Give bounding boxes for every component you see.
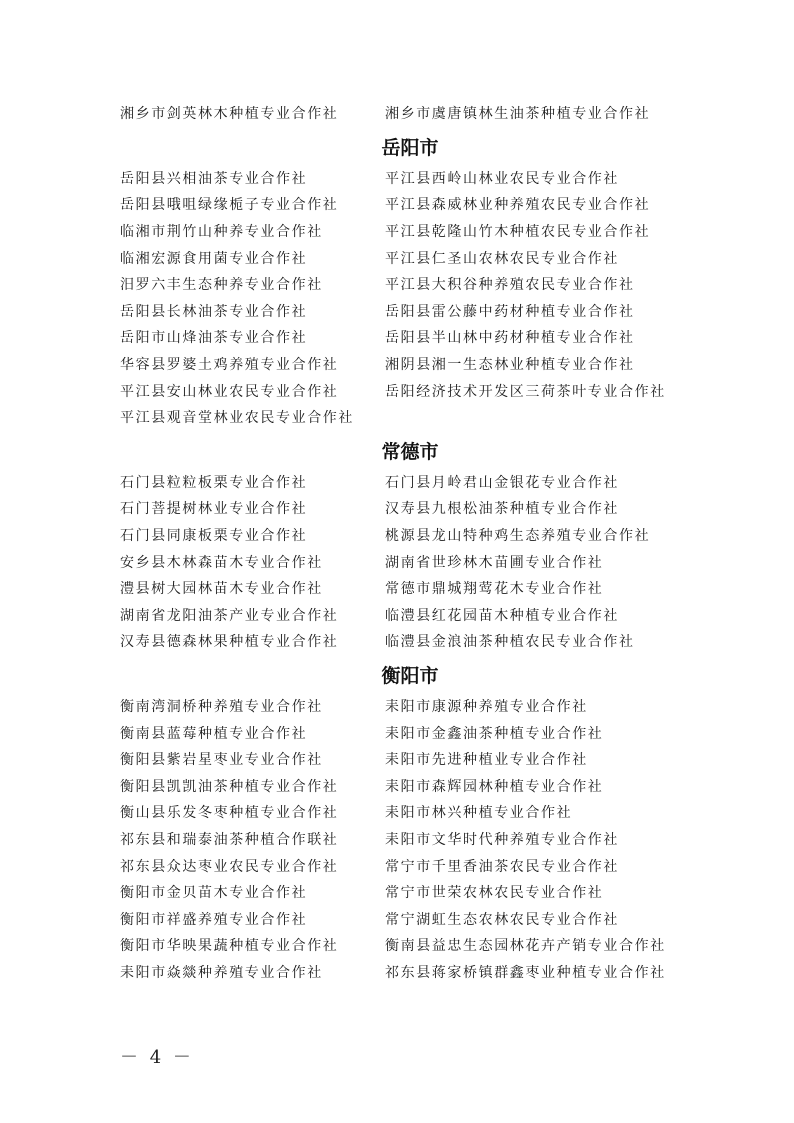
- list-row: [120, 746, 700, 773]
- list-row: [120, 826, 700, 853]
- cooperative-name-right: 岳阳县半山林中药材种植专业合作社: [385, 330, 635, 347]
- cooperative-name-left: 祁东县和瑞泰油茶种植合作联社: [120, 831, 339, 848]
- list-row: [120, 351, 700, 378]
- cooperative-name-right: 桃源县龙山特种鸡生态养殖专业合作社: [385, 528, 651, 545]
- intro-section: [120, 100, 700, 127]
- cooperative-name-left: 岳阳县长林油茶专业合作社: [120, 303, 308, 320]
- cooperative-name-left: 衡阳县紫岩星枣业专业合作社: [120, 752, 323, 769]
- cooperative-name-left: 石门县粒粒板栗专业合作社: [120, 474, 308, 491]
- cooperative-name-left: 汨罗六丰生态种养专业合作社: [120, 277, 323, 294]
- list-row: [120, 469, 700, 496]
- list-row: [120, 191, 700, 218]
- cooperative-name-right: 耒阳市林兴种植专业合作社: [385, 805, 573, 822]
- cooperative-name-right: 汉寿县九根松油茶种植专业合作社: [385, 501, 619, 518]
- cooperative-name-left: 岳阳县兴相油茶专业合作社: [120, 170, 308, 187]
- city-section: [120, 131, 700, 431]
- cooperative-name-left: 衡南湾洞桥种养殖专业合作社: [120, 698, 323, 715]
- cooperative-name-right: 耒阳市森辉园林种植专业合作社: [385, 778, 604, 795]
- city-heading: 岳阳市: [381, 136, 439, 159]
- list-row: [120, 693, 700, 720]
- list-row: [120, 799, 700, 826]
- cooperative-name-right: 常宁市世荣农林农民专业合作社: [385, 885, 604, 902]
- cooperative-name-left: 湖南省龙阳油茶产业专业合作社: [120, 607, 339, 624]
- list-row: [120, 932, 700, 959]
- list-row: [120, 495, 700, 522]
- list-row: [120, 575, 700, 602]
- list-row: [120, 959, 700, 986]
- list-row: [120, 772, 700, 799]
- cooperative-name-right: 耒阳市文华时代种养殖专业合作社: [385, 831, 619, 848]
- list-row: [120, 100, 700, 127]
- list-row: [120, 324, 700, 351]
- cooperative-name-left: 华容县罗婆土鸡养殖专业合作社: [120, 357, 339, 374]
- list-row: [120, 548, 700, 575]
- cooperative-name-right: 石门县月岭君山金银花专业合作社: [385, 474, 619, 491]
- list-row: [120, 852, 700, 879]
- cooperative-name-right: 耒阳市金鑫油茶种植专业合作社: [385, 725, 604, 742]
- cooperative-name-left: 衡阳市祥盛养殖专业合作社: [120, 911, 308, 928]
- cooperative-name-left: 安乡县木林森苗木专业合作社: [120, 554, 323, 571]
- city-section: [120, 659, 700, 986]
- cooperative-name-left: 平江县安山林业农民专业合作社: [120, 383, 339, 400]
- cooperative-name-right: 平江县西岭山林业农民专业合作社: [385, 170, 619, 187]
- cooperative-name-right: 湘阴县湘一生态林业种植专业合作社: [385, 357, 635, 374]
- cooperative-list: [120, 100, 700, 985]
- cooperative-name-left: 衡南县蓝莓种植专业合作社: [120, 725, 308, 742]
- list-row: [120, 602, 700, 629]
- cooperative-name-right: 常德市鼎城翔莺花木专业合作社: [385, 581, 604, 598]
- list-row: [120, 522, 700, 549]
- list-row: [120, 905, 700, 932]
- cooperative-name-right: 平江县大积谷种养殖农民专业合作社: [385, 277, 635, 294]
- cooperative-name-right: 平江县森威林业种养殖农民专业合作社: [385, 197, 651, 214]
- list-row: [120, 271, 700, 298]
- cooperative-name-right: 湘乡市虞唐镇林生油茶种植专业合作社: [385, 106, 651, 123]
- cooperative-name-right: 耒阳市先进种植业专业合作社: [385, 752, 588, 769]
- cooperative-name-right: 临澧县红花园苗木种植专业合作社: [385, 607, 619, 624]
- cooperative-name-left: 祁东县众达枣业农民专业合作社: [120, 858, 339, 875]
- cooperative-name-left: 澧县树大园林苗木专业合作社: [120, 581, 323, 598]
- cooperative-name-right: 平江县仁圣山农林农民专业合作社: [385, 250, 619, 267]
- cooperative-name-right: 常宁湖虹生态农林农民专业合作社: [385, 911, 619, 928]
- city-heading: 衡阳市: [381, 664, 439, 687]
- cooperative-name-left: 岳阳市山烽油茶专业合作社: [120, 330, 308, 347]
- list-row: [120, 628, 700, 655]
- list-row: [120, 377, 700, 404]
- list-row: [120, 404, 700, 431]
- list-row: [120, 165, 700, 192]
- cooperative-name-left: 衡阳市华映果蔬种植专业合作社: [120, 938, 339, 955]
- cooperative-name-left: 岳阳县哦咀绿缘栀子专业合作社: [120, 197, 339, 214]
- list-row: [120, 218, 700, 245]
- cooperative-name-left: 衡阳市金贝苗木专业合作社: [120, 885, 308, 902]
- page-number: － 4 －: [120, 1047, 194, 1068]
- cooperative-name-left: 湘乡市剑英林木种植专业合作社: [120, 106, 339, 123]
- cooperative-name-left: 耒阳市焱燚种养殖专业合作社: [120, 964, 323, 981]
- city-heading: 常德市: [381, 440, 439, 463]
- cooperative-name-left: 衡山县乐发冬枣种植专业合作社: [120, 805, 339, 822]
- list-row: [120, 719, 700, 746]
- cooperative-name-right: 衡南县益忠生态园林花卉产销专业合作社: [385, 938, 666, 955]
- cooperative-name-left: 临湘市荆竹山种养专业合作社: [120, 224, 323, 241]
- cooperative-name-left: 临湘宏源食用菌专业合作社: [120, 250, 308, 267]
- cooperative-name-left: 石门县同康板栗专业合作社: [120, 528, 308, 545]
- list-row: [120, 244, 700, 271]
- cooperative-name-right: 常宁市千里香油茶农民专业合作社: [385, 858, 619, 875]
- cooperative-name-left: 石门菩提树林业专业合作社: [120, 501, 308, 518]
- cooperative-name-right: 岳阳县雷公藤中药材种植专业合作社: [385, 303, 635, 320]
- list-row: [120, 298, 700, 325]
- cooperative-name-right: 湖南省世珍林木苗圃专业合作社: [385, 554, 604, 571]
- cooperative-name-right: 岳阳经济技术开发区三荷茶叶专业合作社: [385, 383, 666, 400]
- cooperative-name-right: 平江县乾隆山竹木种植农民专业合作社: [385, 224, 651, 241]
- cooperative-name-left: 衡阳县凯凯油茶种植专业合作社: [120, 778, 339, 795]
- cooperative-name-right: 耒阳市康源种养殖专业合作社: [385, 698, 588, 715]
- cooperative-name-left: 平江县观音堂林业农民专业合作社: [120, 410, 354, 427]
- city-section: [120, 435, 700, 655]
- cooperative-name-right: 临澧县金浪油茶种植农民专业合作社: [385, 634, 635, 651]
- cooperative-name-right: 祁东县蒋家桥镇群鑫枣业种植专业合作社: [385, 964, 666, 981]
- cooperative-name-left: 汉寿县德森林果种植专业合作社: [120, 634, 339, 651]
- list-row: [120, 879, 700, 906]
